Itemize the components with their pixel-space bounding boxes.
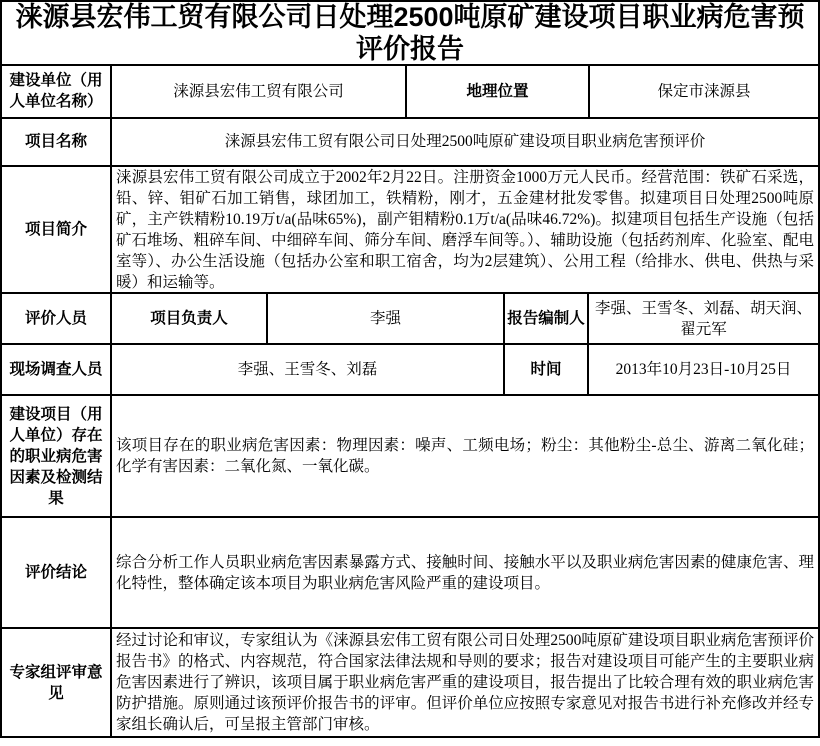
geo-location-value: 保定市涞源县 (590, 66, 820, 119)
row-construction-unit (2, 66, 820, 119)
row-project-summary (2, 167, 820, 294)
hazard-factors-value: 该项目存在的职业病危害因素：物理因素：噪声、工频电场；粉尘：其他粉尘-总尘、游离二氧化硅；化学有害因素：二氧化氮、一氧化碳。 (112, 396, 820, 519)
hazard-factors-label: 建设项目（用人单位）存在的职业病危害因素及检测结果 (2, 396, 112, 519)
conclusion-value: 综合分析工作人员职业病危害因素暴露方式、接触时间、接触水平以及职业病危害因素的健康危害、理化特性，整体确定该本项目为职业病危害风险严重的建设项目。 (112, 518, 820, 629)
survey-time-value: 2013年10月23日-10月25日 (589, 345, 820, 396)
construction-unit-label: 建设单位（用人单位名称） (2, 66, 112, 119)
site-survey-value: 李强、王雪冬、刘磊 (112, 345, 505, 396)
project-summary-value: 涞源县宏伟工贸有限公司成立于2002年2月22日。注册资金1000万元人民币。经营范围：铁矿石采选，铅、锌、钼矿石加工销售，球团加工，铁精粉，刚才，五金建材批发零售。拟建项目日处理2500吨原矿，主产铁精粉10.19万t/a(品味65%)，副产钼精粉0.1万t/a(品味46.72%)。拟建项目包括生产设施（包括矿石堆场、粗碎车间、中细碎车间、筛分车间、磨浮车间等。）、辅助设施（包括药剂库、化验室、配电室等）、办公生活设施（包括办公室和职工宿舍，均为2层建筑）、公用工程（给排水、供电、供热与采暖）和运输等。 (112, 167, 820, 294)
project-name-label: 项目名称 (2, 119, 112, 168)
construction-unit-value: 涞源县宏伟工贸有限公司 (112, 66, 407, 119)
geo-location-label: 地理位置 (407, 66, 590, 119)
expert-review-value: 经过讨论和审议，专家组认为《涞源县宏伟工贸有限公司日处理2500吨原矿建设项目职业病危害预评价报告书》的格式、内容规范，符合国家法律法规和导则的要求；报告对建设项目可能产生的主要职业病危害因素进行了辨识，该项目属于职业病危害严重的建设项目，报告提出了比较合理有效的职业病危害防护措施。原则通过该预评价报告书的评审。但评价单位应按照专家意见对报告书进行补充修改并经专家组长确认后，可呈报主管部门审核。 (112, 629, 820, 738)
row-expert-review (2, 629, 820, 738)
conclusion-label: 评价结论 (2, 518, 112, 629)
report-compiler-label: 报告编制人 (505, 294, 589, 345)
survey-time-label: 时间 (505, 345, 589, 396)
evaluators-label: 评价人员 (2, 294, 112, 345)
report-title: 涞源县宏伟工贸有限公司日处理2500吨原矿建设项目职业病危害预评价报告 (2, 2, 820, 66)
row-conclusion (2, 518, 820, 629)
project-summary-label: 项目简介 (2, 167, 112, 294)
row-hazard-factors (2, 396, 820, 519)
row-project-name (2, 119, 820, 168)
site-survey-label: 现场调查人员 (2, 345, 112, 396)
expert-review-label: 专家组评审意见 (2, 629, 112, 738)
project-leader-label: 项目负责人 (112, 294, 268, 345)
report-compiler-value: 李强、王雪冬、刘磊、胡天润、翟元军 (589, 294, 820, 345)
row-site-survey (2, 345, 820, 396)
row-evaluators (2, 294, 820, 345)
project-name-value: 涞源县宏伟工贸有限公司日处理2500吨原矿建设项目职业病危害预评价 (112, 119, 820, 168)
project-leader-value: 李强 (268, 294, 505, 345)
